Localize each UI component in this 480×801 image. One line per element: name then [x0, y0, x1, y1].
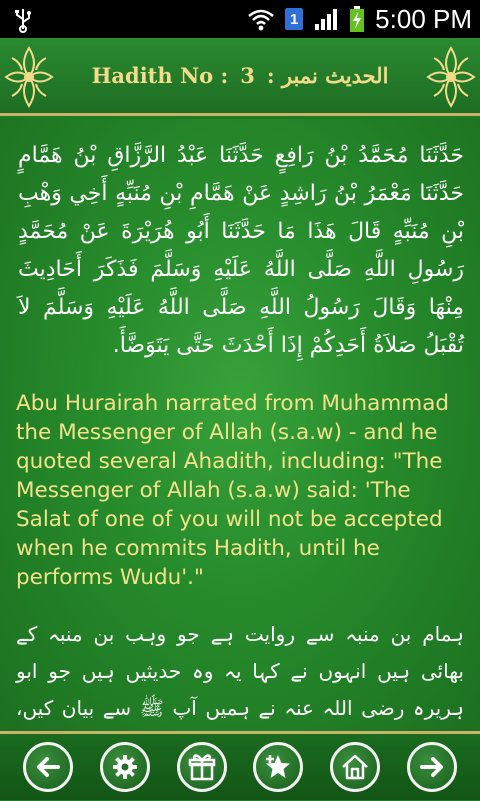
home-button[interactable] [330, 742, 380, 792]
forward-arrow-icon [417, 752, 447, 782]
home-icon [340, 752, 370, 782]
status-right [247, 4, 472, 35]
battery-charging-icon [349, 6, 365, 32]
arabic-text: حَدَّثَنَا مُحَمَّدُ بْنُ رَافِعٍ حَدَّثَنَا عَبْدُ الرَّزَّاقِ بْنُ هَمَّامٍ حَدَّثَنَا مَعْمَرُ بْنُ رَاشِدٍ عَنْ هَمَّامِ بْنِ مُنَبِّهٍ أَخِي وَهْبِ بْنِ مُنَبِّهٍ قَالَ هَذَا مَا حَدَّثَنَا أَبُو هُرَيْرَةَ عَنْ مُحَمَّدٍ رَسُولِ اللَّهِ صَلَّى اللَّهُ عَلَيْهِ وَسَلَّمَ فَذَكَرَ أَحَادِيثَ مِنْهَا وَقَالَ رَسُولُ اللَّهِ صَلَّى اللَّهُ عَلَيْهِ وَسَلَّمَ لاَ تُقْبَلُ صَلاَةُ أَحَدِكُمْ إِذَا أَحْدَثَ حَتَّى يَتَوَضَّأَ. [18, 143, 464, 358]
ornament-left-icon [4, 44, 54, 110]
back-button[interactable] [23, 742, 73, 792]
forward-button[interactable] [407, 742, 457, 792]
status-left [14, 7, 32, 31]
title-urdu: : الحدیث نمبر [266, 63, 389, 88]
page-title [60, 38, 420, 113]
settings-button[interactable] [100, 742, 150, 792]
bottom-toolbar [0, 731, 480, 800]
english-translation: Abu Hurairah narrated from Muhammad the Messenger of Allah (s.a.w) - and he quoted several Ahadith, including: "The Messenger of Allah (s.a.w) said: 'The Salat of one of you will not be accepted when he commits Hadith, until he performs Wudu'." [16, 391, 450, 590]
urdu-translation: ہمام بن منبہ سے روایت ہے جو وہب بن منبہ کے بھائی ہیں انہوں نے کہا یہ وہ حدیثیں ہیں جو ابو ہریرہ رضی اللہ عنہ نے ہمیں آپ ﷺ سے بیان کیں، [16, 622, 464, 720]
signal-icon [313, 7, 339, 31]
header-bar [0, 38, 480, 116]
notification-badge: 1 [285, 8, 303, 30]
clock: 5:00 PM [375, 3, 472, 34]
wifi-icon [247, 7, 275, 31]
favorite-star-icon [263, 752, 293, 782]
title-english: Hadith No : [91, 63, 229, 88]
gift-button[interactable] [177, 742, 227, 792]
hadith-content[interactable] [0, 119, 480, 731]
status-bar [0, 0, 480, 38]
gear-icon [110, 752, 140, 782]
hadith-number: 3 [240, 63, 255, 88]
usb-icon [14, 7, 32, 31]
ornament-right-icon [426, 44, 476, 110]
gift-icon [187, 752, 217, 782]
add-favorite-button[interactable] [253, 742, 303, 792]
back-arrow-icon [33, 752, 63, 782]
